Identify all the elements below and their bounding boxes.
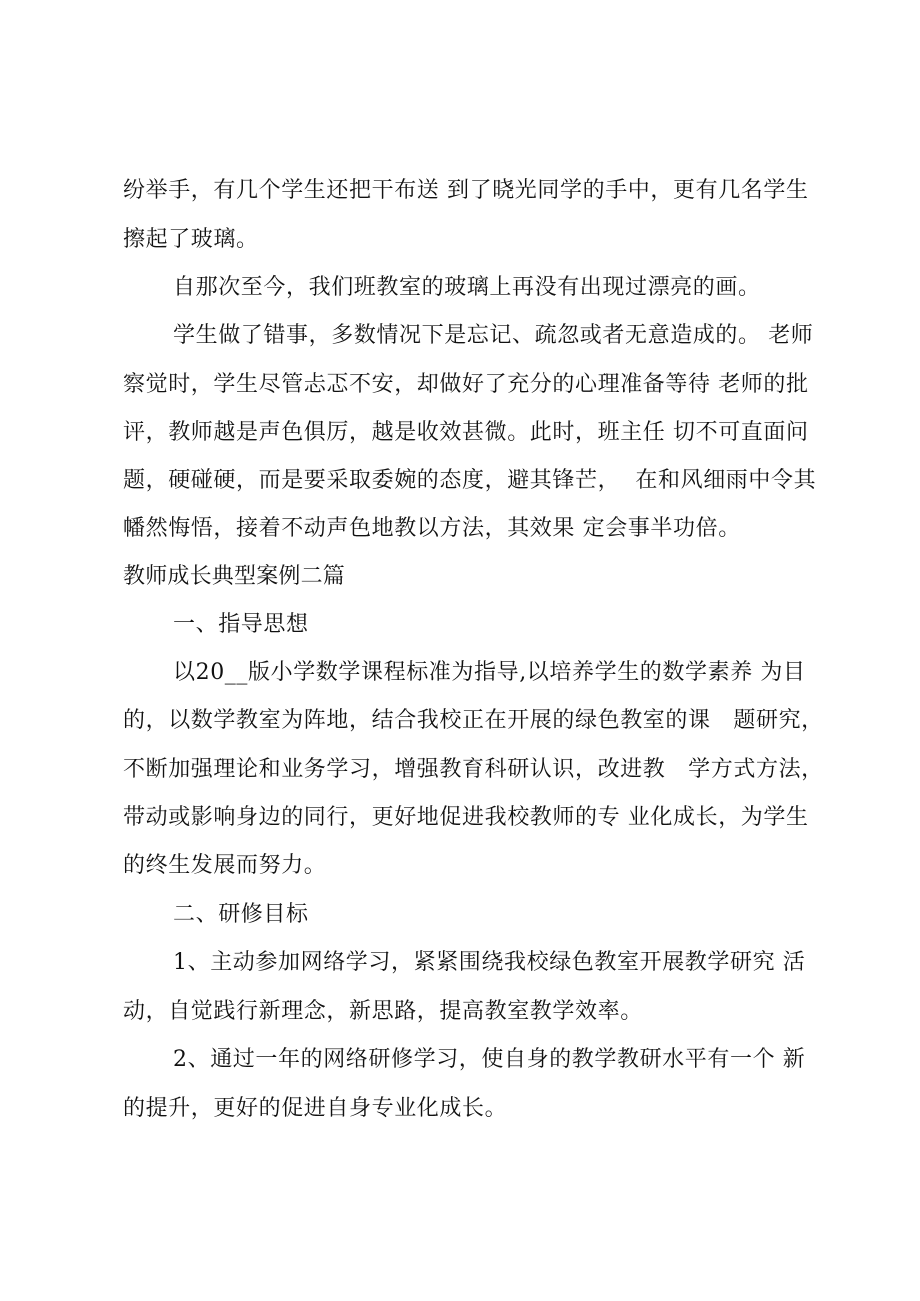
paragraph-line: 动，自觉践行新理念，新思路，提高教室教学效率。 xyxy=(123,999,643,1024)
section-heading-guiding-ideas: 一、指导思想 xyxy=(173,612,309,637)
paragraph-line: 1、主动参加网络学习，紧紧围绕我校绿色教室开展教学研究 活 xyxy=(173,950,806,975)
paragraph-line: 的，以数学教室为阵地，结合我校正在开展的绿色教室的课 题研究， xyxy=(123,708,824,733)
paragraph-line: 不断加强理论和业务学习，增强教育科研认识，改进教 学方式方法， xyxy=(123,757,824,782)
paragraph-line: 的终生发展而努力。 xyxy=(123,853,327,878)
paragraph-line: 纷举手，有几个学生还把干布送 到了晓光同学的手中，更有几名学生 xyxy=(123,178,809,203)
paragraph-line: 评，教师越是声色俱厉，越是收效甚微。此时，班主任 切不可直面问 xyxy=(123,420,809,445)
paragraph-line: 幡然悔悟，接着不动声色地教以方法，其效果 定会事半功倍。 xyxy=(123,516,741,541)
paragraph-line: 自那次至今，我们班教室的玻璃上再没有出现过漂亮的画。 xyxy=(173,275,761,300)
section-title: 教师成长典型案例二篇 xyxy=(123,564,346,589)
paragraph-line: 带动或影响身边的同行，更好地促进我校教师的专 业化成长，为学生 xyxy=(123,805,809,830)
paragraph-line: 的提升，更好的促进自身专业化成长。 xyxy=(123,1096,508,1121)
paragraph-line: 察觉时，学生尽管忐忑不安，却做好了充分的心理准备等待 老师的批 xyxy=(123,372,809,397)
paragraph-line: 以20__版小学数学课程标准为指导,以培养学生的数学素养 为目 xyxy=(173,660,806,685)
paragraph-line: 2、通过一年的网络研修学习，使自身的教学教研水平有一个 新 xyxy=(173,1047,806,1072)
paragraph-line: 擦起了玻璃。 xyxy=(123,227,259,252)
paragraph-line: 题，硬碰硬，而是要采取委婉的态度，避其锋芒， 在和风细雨中令其 xyxy=(123,468,817,493)
section-heading-study-goals: 二、研修目标 xyxy=(173,902,309,927)
paragraph-line: 学生做了错事，多数情况下是忘记、疏忽或者无意造成的。 老师 xyxy=(173,323,814,348)
